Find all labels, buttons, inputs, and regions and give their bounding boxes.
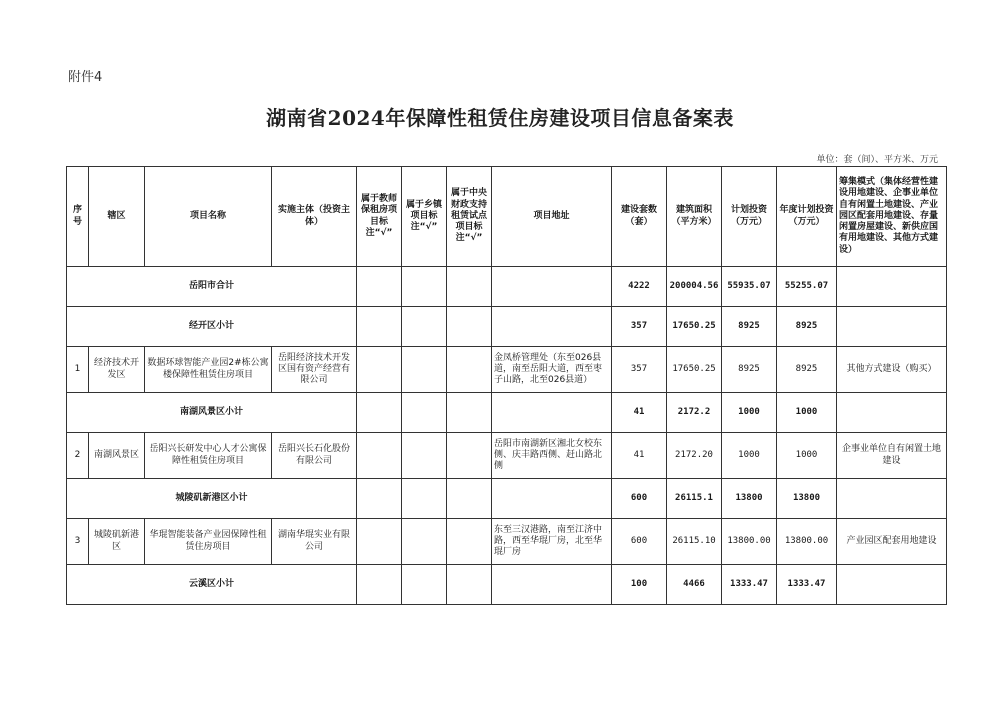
row-funding-mode: 其他方式建设（购买） bbox=[837, 347, 947, 393]
subtotal-area: 4466 bbox=[667, 565, 722, 605]
header-township: 属于乡镇项目标注“√” bbox=[402, 167, 447, 267]
city-total-row bbox=[67, 267, 947, 307]
subtotal-label: 城陵矶新港区小计 bbox=[67, 479, 357, 519]
header-area: 建筑面积（平方米） bbox=[667, 167, 722, 267]
row-project-name: 华琨智能装备产业园保障性租赁住房项目 bbox=[145, 519, 272, 565]
subtotal-annual-investment: 13800 bbox=[777, 479, 837, 519]
row-district: 经济技术开发区 bbox=[89, 347, 145, 393]
subtotal-area: 2172.2 bbox=[667, 393, 722, 433]
subtotal-investment: 13800 bbox=[722, 479, 777, 519]
row-project-name: 数据环球智能产业园2#栋公寓楼保障性租赁住房项目 bbox=[145, 347, 272, 393]
row-seq: 2 bbox=[67, 433, 89, 479]
row-implementer: 岳阳经济技术开发区国有资产经营有限公司 bbox=[272, 347, 357, 393]
subtotal-label: 南湖风景区小计 bbox=[67, 393, 357, 433]
row-district: 城陵矶新港区 bbox=[89, 519, 145, 565]
header-units: 建设套数（套） bbox=[612, 167, 667, 267]
subtotal-label: 云溪区小计 bbox=[67, 565, 357, 605]
row-annual-investment: 1000 bbox=[777, 433, 837, 479]
table-row bbox=[67, 519, 947, 565]
row-district: 南湖风景区 bbox=[89, 433, 145, 479]
unit-label: 单位：套（间）、平方米、万元 bbox=[816, 155, 938, 165]
city-total-units: 4222 bbox=[612, 267, 667, 307]
subtotal-area: 17650.25 bbox=[667, 307, 722, 347]
subtotal-row bbox=[67, 479, 947, 519]
row-area: 26115.10 bbox=[667, 519, 722, 565]
row-seq: 3 bbox=[67, 519, 89, 565]
subtotal-annual-investment: 1333.47 bbox=[777, 565, 837, 605]
row-annual-investment: 8925 bbox=[777, 347, 837, 393]
header-implementer: 实施主体（投资主体） bbox=[272, 167, 357, 267]
header-seq: 序号 bbox=[67, 167, 89, 267]
row-units: 41 bbox=[612, 433, 667, 479]
row-funding-mode: 企事业单位自有闲置土地建设 bbox=[837, 433, 947, 479]
row-annual-investment: 13800.00 bbox=[777, 519, 837, 565]
attachment-label: 附件4 bbox=[68, 70, 103, 85]
row-address: 东至三汉港路，南至江济中路，西至华琨厂房，北至华琨厂房 bbox=[492, 519, 612, 565]
row-implementer: 湖南华琨实业有限公司 bbox=[272, 519, 357, 565]
page-title: 湖南省2024年保障性租赁住房建设项目信息备案表 bbox=[266, 106, 734, 130]
row-project-name: 岳阳兴长研发中心人才公寓保障性租赁住房项目 bbox=[145, 433, 272, 479]
subtotal-investment: 1000 bbox=[722, 393, 777, 433]
header-project-name: 项目名称 bbox=[145, 167, 272, 267]
subtotal-units: 357 bbox=[612, 307, 667, 347]
subtotal-investment: 1333.47 bbox=[722, 565, 777, 605]
row-units: 600 bbox=[612, 519, 667, 565]
subtotal-label: 经开区小计 bbox=[67, 307, 357, 347]
city-total-annual-investment: 55255.07 bbox=[777, 267, 837, 307]
row-investment: 1000 bbox=[722, 433, 777, 479]
header-central: 属于中央财政支持租赁试点项目标注“√” bbox=[447, 167, 492, 267]
subtotal-investment: 8925 bbox=[722, 307, 777, 347]
row-address: 岳阳市南湖新区湘北女校东侧、庆丰路西侧、赶山路北侧 bbox=[492, 433, 612, 479]
subtotal-units: 600 bbox=[612, 479, 667, 519]
header-address: 项目地址 bbox=[492, 167, 612, 267]
header-investment: 计划投资（万元） bbox=[722, 167, 777, 267]
row-units: 357 bbox=[612, 347, 667, 393]
city-total-area: 200004.56 bbox=[667, 267, 722, 307]
row-area: 2172.20 bbox=[667, 433, 722, 479]
city-total-label: 岳阳市合计 bbox=[67, 267, 357, 307]
subtotal-units: 41 bbox=[612, 393, 667, 433]
subtotal-annual-investment: 1000 bbox=[777, 393, 837, 433]
table-row bbox=[67, 347, 947, 393]
subtotal-row bbox=[67, 307, 947, 347]
row-seq: 1 bbox=[67, 347, 89, 393]
header-teacher: 属于教师保租房项目标注“√” bbox=[357, 167, 402, 267]
row-area: 17650.25 bbox=[667, 347, 722, 393]
header-funding-mode: 筹集模式（集体经营性建设用地建设、企事业单位自有闲置土地建设、产业园区配套用地建设、存量闲置房屋建设、新供应国有用地建设、其他方式建设） bbox=[837, 167, 947, 267]
project-table bbox=[66, 166, 947, 605]
row-funding-mode: 产业园区配套用地建设 bbox=[837, 519, 947, 565]
subtotal-annual-investment: 8925 bbox=[777, 307, 837, 347]
header-annual-investment: 年度计划投资（万元） bbox=[777, 167, 837, 267]
subtotal-units: 100 bbox=[612, 565, 667, 605]
row-investment: 13800.00 bbox=[722, 519, 777, 565]
header-district: 辖区 bbox=[89, 167, 145, 267]
subtotal-area: 26115.1 bbox=[667, 479, 722, 519]
table-row bbox=[67, 433, 947, 479]
city-total-investment: 55935.07 bbox=[722, 267, 777, 307]
row-address: 金凤桥管理处（东至026县道，南至岳阳大道，西至枣子山路，北至026县道） bbox=[492, 347, 612, 393]
table-header-row bbox=[67, 167, 947, 267]
row-implementer: 岳阳兴长石化股份有限公司 bbox=[272, 433, 357, 479]
subtotal-row bbox=[67, 393, 947, 433]
subtotal-row bbox=[67, 565, 947, 605]
row-investment: 8925 bbox=[722, 347, 777, 393]
